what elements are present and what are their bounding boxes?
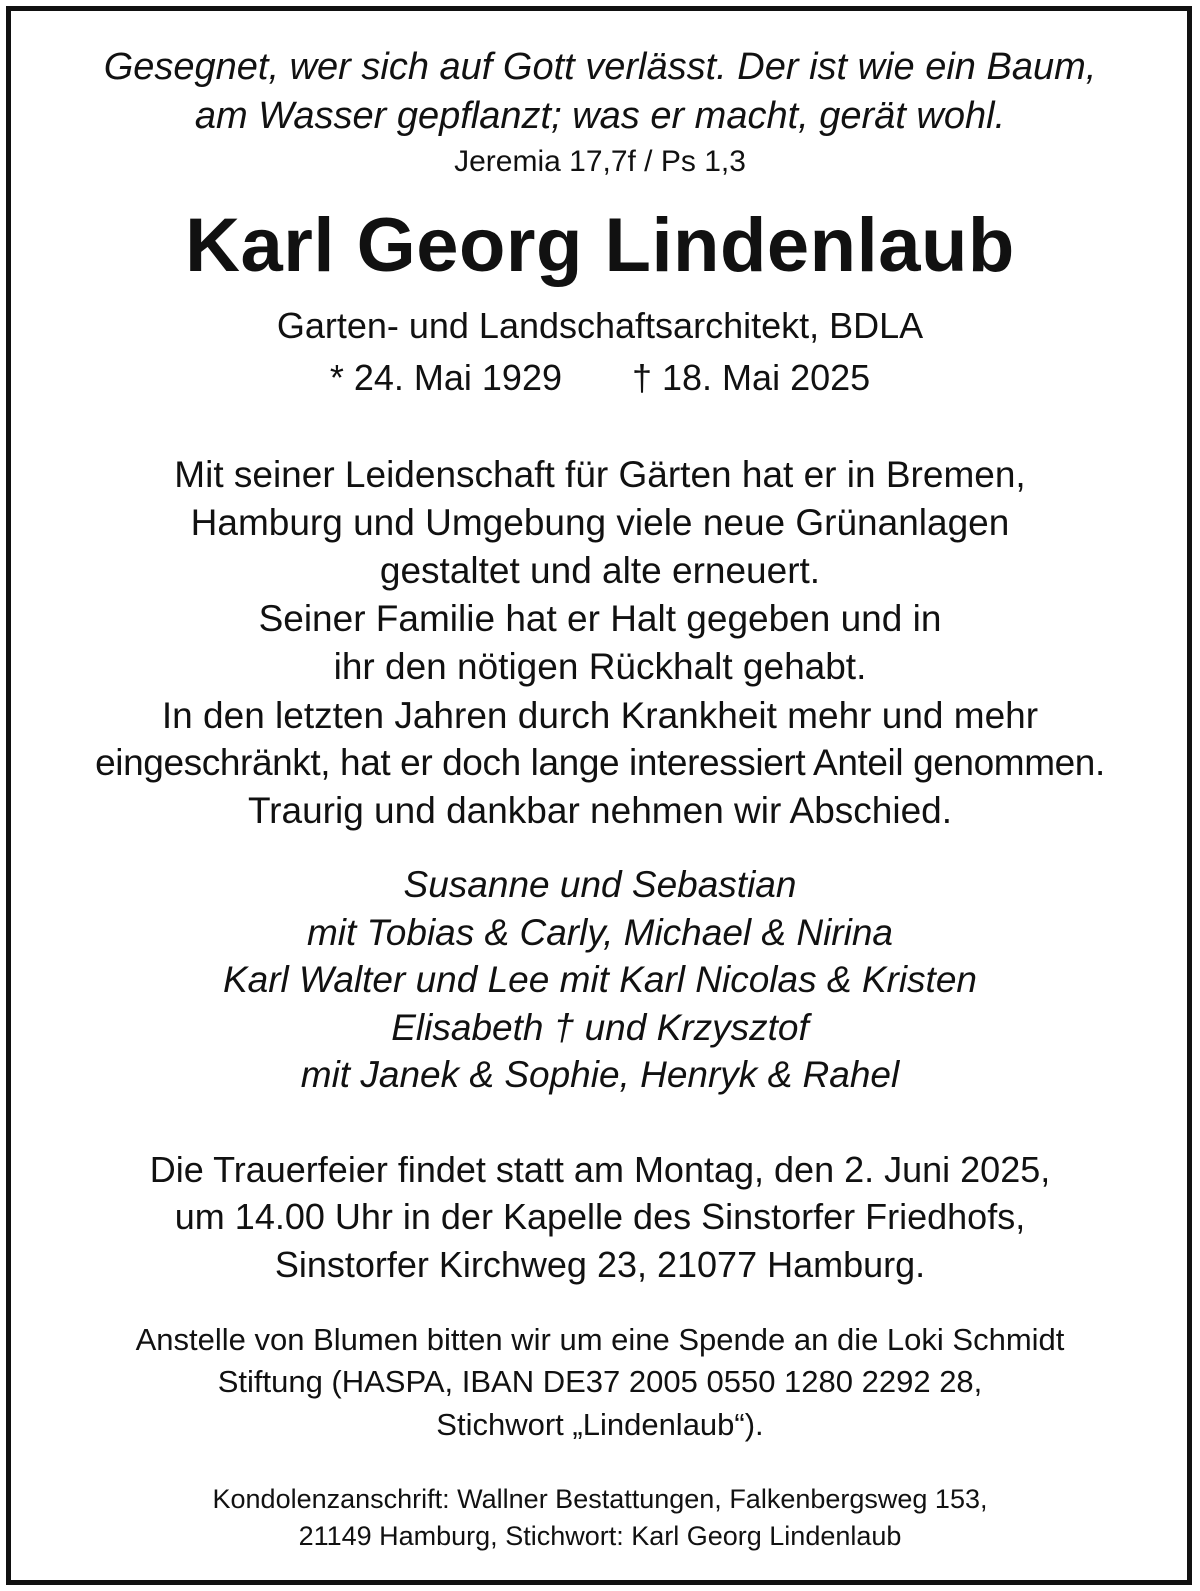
family-line: Karl Walter und Lee mit Karl Nicolas & Kristen: [222, 959, 977, 1000]
deceased-name: Karl Georg Lindenlaub: [185, 203, 1015, 288]
donation-line: Stiftung (HASPA, IBAN DE37 2005 0550 1280 2292 28,: [217, 1364, 983, 1399]
verse-line-2: am Wasser gepflanzt; was er macht, gerät wohl.: [194, 95, 1006, 137]
tribute-line: Traurig und dankbar nehmen wir Abschied.: [247, 790, 953, 831]
family-line: mit Tobias & Carly, Michael & Nirina: [306, 912, 894, 953]
condolence-line: 21149 Hamburg, Stichwort: Karl Georg Lindenlaub: [298, 1521, 902, 1551]
life-dates: [0, 357, 1200, 398]
death-date: † 18. Mai 2025: [631, 357, 871, 398]
tribute-line: gestaltet und alte erneuert.: [379, 550, 821, 591]
tribute-line: Seiner Familie hat er Halt gegeben und in: [258, 598, 942, 639]
funeral-line: Sinstorfer Kirchweg 23, 21077 Hamburg.: [274, 1244, 926, 1285]
family-line: mit Janek & Sophie, Henryk & Rahel: [300, 1054, 900, 1095]
funeral-line: um 14.00 Uhr in der Kapelle des Sinstorfer Friedhofs,: [174, 1196, 1026, 1237]
verse-line-1: Gesegnet, wer sich auf Gott verlässt. Der ist wie ein Baum,: [103, 46, 1097, 88]
verse-reference: Jeremia 17,7f / Ps 1,3: [454, 145, 746, 178]
family-line: Susanne und Sebastian: [403, 864, 797, 905]
deceased-profession: Garten- und Landschaftsarchitekt, BDLA: [276, 305, 924, 346]
tribute-line: Hamburg und Umgebung viele neue Grünanlagen: [190, 502, 1010, 543]
tribute-line: ihr den nötigen Rückhalt gehabt.: [333, 646, 867, 687]
condolence-line: Kondolenzanschrift: Wallner Bestattungen, Falkenbergsweg 153,: [212, 1484, 988, 1514]
donation-line: Stichwort „Lindenlaub“).: [436, 1407, 764, 1442]
birth-date: * 24. Mai 1929: [329, 357, 562, 398]
tribute-line: In den letzten Jahren durch Krankheit mehr und mehr: [161, 695, 1039, 736]
donation-line: Anstelle von Blumen bitten wir um eine Spende an die Loki Schmidt: [135, 1322, 1065, 1357]
funeral-line: Die Trauerfeier findet statt am Montag, den 2. Juni 2025,: [149, 1149, 1051, 1190]
family-line: Elisabeth † und Krzysztof: [391, 1007, 809, 1048]
tribute-line: Mit seiner Leidenschaft für Gärten hat er in Bremen,: [174, 454, 1026, 495]
tribute-line: eingeschränkt, hat er doch lange interessiert Anteil genommen.: [95, 742, 1105, 783]
